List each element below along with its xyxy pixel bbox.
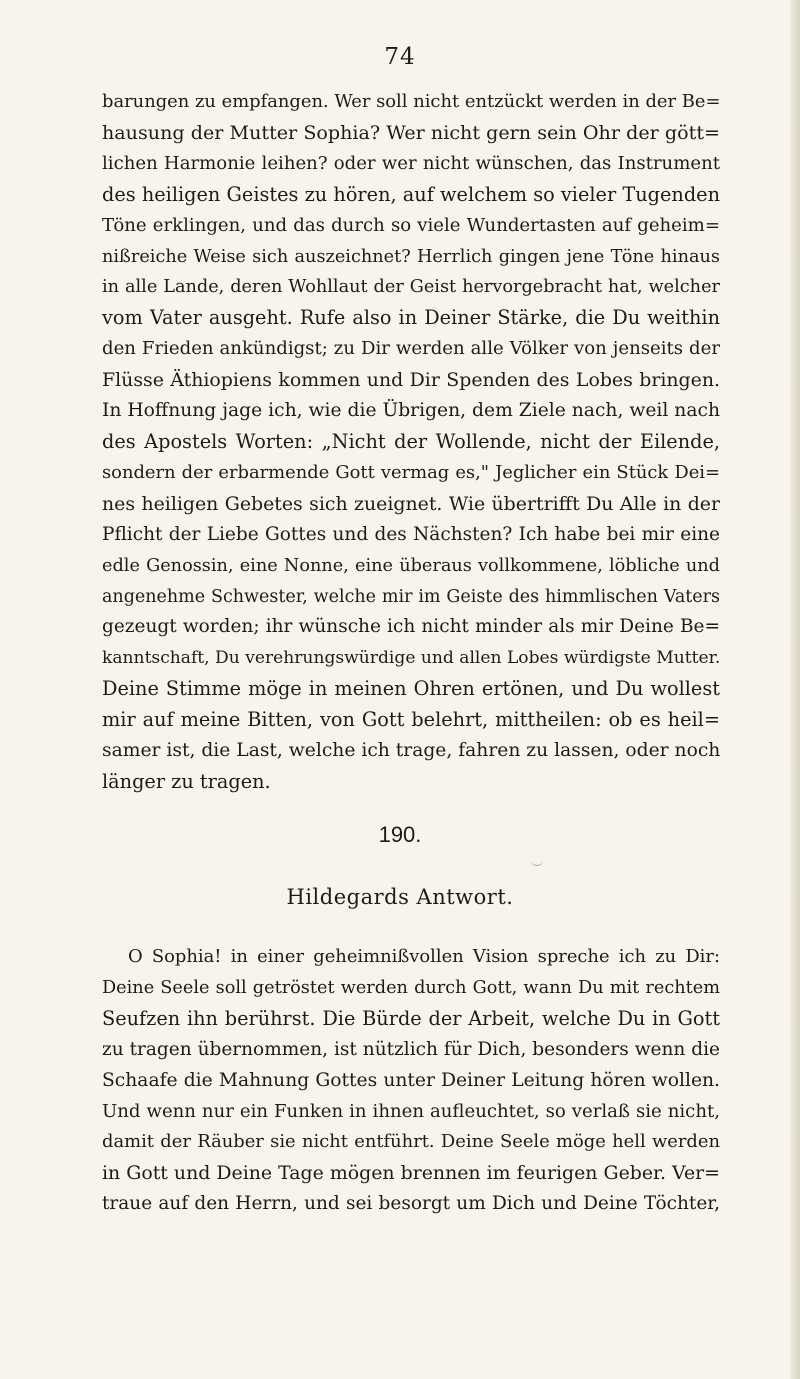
text-line: lichen Harmonie leihen? oder wer nicht wünschen, das Instrument — [102, 152, 720, 174]
text-line: nes heiligen Gebetes sich zueignet. Wie übertrifft Du Alle in der — [102, 492, 720, 515]
page-edge — [790, 0, 800, 1379]
text-line: vom Vater ausgeht. Rufe also in Deiner Stärke, die Du weithin — [102, 306, 720, 330]
text-line: Deine Seele soll getröstet werden durch Gott, wann Du mit rechtem — [102, 977, 720, 998]
text-line: damit der Räuber sie nicht entführt. Deine Seele möge hell werden — [102, 1131, 720, 1153]
paragraph — [102, 942, 720, 1220]
text-line: in Gott und Deine Tage mögen brennen im feurigen Geber. Ver= — [102, 1162, 720, 1185]
text-line: den Frieden ankündigst; zu Dir werden alle Völker von jenseits der — [102, 338, 720, 360]
text-line: Seufzen ihn berührst. Die Bürde der Arbeit, welche Du in Gott — [102, 1006, 720, 1030]
text-line: Töne erklingen, und das durch so viele Wundertasten auf geheim= — [102, 214, 720, 236]
text-line: des heiligen Geistes zu hören, auf welchem so vieler Tugenden — [102, 182, 720, 206]
text-line: O Sophia! in einer geheimnißvollen Vision spreche ich zu Dir: — [128, 946, 720, 967]
text-line: In Hoffnung jage ich, wie die Übrigen, dem Ziele nach, weil nach — [102, 400, 720, 422]
text-line: Flüsse Äthiopiens kommen und Dir Spenden des Lobes bringen. — [102, 369, 720, 392]
page-number: 74 — [384, 44, 416, 70]
text-line: Und wenn nur ein Funken in ihnen aufleuchtet, so verlaß sie nicht, — [102, 1100, 720, 1122]
text-line: hausung der Mutter Sophia? Wer nicht gern sein Ohr der gött= — [102, 120, 720, 144]
text-line: samer ist, die Last, welche ich trage, fahren zu lassen, oder noch — [102, 740, 721, 762]
text-line: sondern der erbarmende Gott vermag es," Jeglicher ein Stück Dei= — [102, 461, 720, 483]
text-line: gezeugt worden; ihr wünsche ich nicht minder als mir Deine Be= — [102, 616, 720, 638]
text-line: Pflicht der Liebe Gottes und des Nächsten? Ich habe bei mir eine — [102, 523, 720, 545]
text-line: länger zu tragen. — [102, 769, 271, 793]
reply-body-text — [102, 942, 720, 1220]
paragraph — [102, 87, 720, 798]
text-line: edle Genossin, eine Nonne, eine überaus vollkommene, löbliche und — [102, 555, 720, 576]
print-mark — [531, 857, 543, 866]
letter-body-text — [102, 87, 720, 798]
text-line: barungen zu empfangen. Wer soll nicht entzückt werden in der Be= — [102, 91, 721, 112]
text-line: nißreiche Weise sich auszeichnet? Herrlich gingen jene Töne hinaus — [102, 246, 720, 267]
text-line: kanntschaft, Du verehrungswürdige und allen Lobes würdigste Mutter. — [102, 648, 721, 669]
text-line: in alle Lande, deren Wohllaut der Geist hervorgebracht hat, welcher — [102, 277, 720, 298]
text-line: Schaafe die Mahnung Gottes unter Deiner Leitung hören wollen. — [102, 1069, 720, 1091]
text-line: Deine Stimme möge in meinen Ohren ertönen, und Du wollest — [102, 677, 720, 701]
text-line: angenehme Schwester, welche mir im Geiste des himmlischen Vaters — [102, 586, 720, 607]
text-line: zu tragen übernommen, ist nützlich für Dich, besonders wenn die — [102, 1038, 720, 1060]
section-title: Hildegards Antwort. — [286, 885, 514, 909]
text-line: traue auf den Herrn, und sei besorgt um Dich und Deine Töchter, — [102, 1193, 720, 1215]
text-line: mir auf meine Bitten, von Gott belehrt, mittheilen: ob es heil= — [102, 708, 720, 732]
section-number: 190. — [378, 822, 422, 847]
text-line: des Apostels Worten: „Nicht der Wollende, nicht der Eilende, — [102, 429, 720, 453]
